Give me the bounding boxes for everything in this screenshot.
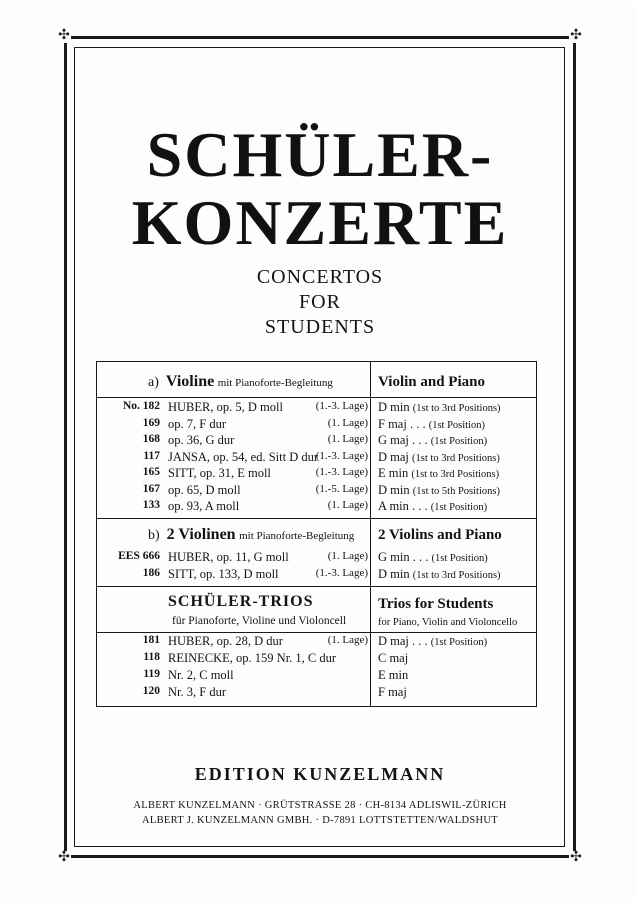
subtitle-line-3: STUDENTS (264, 316, 376, 338)
publisher-name: EDITION KUNZELMANN (194, 764, 446, 784)
english-key (378, 400, 501, 415)
english-key (378, 450, 500, 465)
corner-ornament-icon: ✣ (58, 850, 70, 865)
english-key (378, 499, 487, 514)
corner-ornament-icon: ✣ (570, 28, 582, 43)
title-line-2: KONZERTE (131, 187, 509, 258)
catalog-number: 167 (142, 482, 160, 495)
position-range: (1. Lage) (327, 433, 368, 445)
english-key-name: C maj (378, 651, 409, 665)
table-row (100, 668, 532, 684)
section-a-english: Violin and Piano (378, 374, 485, 390)
english-position: (1st to 3rd Positions) (412, 452, 500, 464)
section-b-header (148, 526, 354, 544)
english-position: (1st to 3rd Positions) (411, 469, 500, 480)
english-position: (1st Position) (430, 502, 488, 513)
english-key-name: A min . . . (378, 499, 428, 513)
english-key (378, 417, 485, 432)
catalog-number: 133 (142, 499, 160, 511)
english-key (378, 685, 407, 700)
table-divider (96, 632, 537, 633)
table-row (100, 567, 532, 583)
position-range: (1. Lage) (327, 499, 368, 511)
table-row (100, 483, 532, 499)
work-title: Nr. 3, F dur (168, 685, 226, 699)
english-key (378, 651, 408, 666)
english-key (378, 483, 500, 498)
catalog-number: 168 (142, 433, 160, 445)
work-title: op. 93, A moll (168, 499, 240, 513)
english-key-name: D maj (378, 449, 409, 464)
catalog-number: 117 (143, 449, 160, 462)
table-row (100, 634, 532, 650)
table-divider (96, 586, 537, 587)
catalog-number: 186 (142, 566, 160, 579)
title-line-1: SCHÜLER- (146, 119, 494, 190)
english-key-name: D min (378, 400, 410, 414)
position-range: (1.-3. Lage) (315, 400, 368, 412)
table-row (100, 550, 532, 566)
section-a-title: Violine (165, 373, 215, 390)
subtitle-line-1: CONCERTOS (256, 266, 384, 288)
english-key-name: D min (378, 566, 410, 581)
table-row (100, 400, 532, 416)
table-row (100, 417, 532, 433)
english-key (378, 433, 487, 448)
table-row (100, 433, 532, 449)
table-row (100, 499, 532, 515)
position-range: (1. Lage) (327, 634, 368, 646)
english-key (378, 466, 499, 481)
position-range: (1. Lage) (327, 416, 368, 429)
trios-desc: für Pianoforte, Violine und Violoncell (172, 615, 347, 627)
subtitle-line-2: FOR (299, 291, 341, 313)
publisher-address-1: ALBERT KUNZELMANN · GRÜTSTRASSE 28 · CH-8134 ADLISWIL-ZÜRICH (133, 800, 507, 811)
work-title: HUBER, op. 28, D dur (168, 634, 283, 648)
work-title: HUBER, op. 5, D moll (168, 400, 283, 414)
table-row (100, 651, 532, 667)
position-range: (1. Lage) (327, 550, 368, 562)
table-row (100, 685, 532, 701)
section-a-desc: mit Pianoforte-Begleitung (217, 377, 333, 389)
work-title: REINECKE, op. 159 Nr. 1, C dur (168, 651, 337, 665)
section-b-english: 2 Violins and Piano (378, 527, 502, 543)
section-b-desc: mit Pianoforte-Begleitung (239, 530, 355, 542)
work-title: JANSA, op. 54, ed. Sitt D dur (168, 449, 319, 464)
english-key (378, 567, 501, 582)
work-title: op. 36, G dur (168, 433, 235, 447)
english-position: (1st to 3rd Positions) (412, 403, 501, 414)
work-title: op. 65, D moll (168, 482, 241, 497)
work-title: op. 7, F dur (168, 416, 226, 431)
english-position: (1st Position) (430, 436, 488, 447)
english-key-name: D maj . . . (378, 634, 428, 648)
position-range: (1.-5. Lage) (315, 482, 368, 495)
catalog-number: 120 (142, 685, 160, 697)
english-key-name: F maj . . . (378, 416, 426, 431)
work-title: HUBER, op. 11, G moll (168, 550, 289, 564)
table-row (100, 450, 532, 466)
corner-ornament-icon: ✣ (570, 850, 582, 865)
corner-ornament-icon: ✣ (58, 28, 70, 43)
catalog-number: No. 182 (122, 400, 160, 412)
english-position: (1st Position) (430, 637, 488, 648)
publisher-address-2: ALBERT J. KUNZELMANN GMBH. · D-7891 LOTTSTETTEN/WALDSHUT (141, 815, 499, 826)
catalog-number: 169 (142, 416, 160, 429)
table-divider (96, 518, 537, 519)
catalog-number: 181 (142, 634, 160, 646)
position-range: (1.-3. Lage) (315, 466, 368, 478)
english-key-name: G min . . . (378, 550, 429, 564)
english-key-name: E min (378, 466, 409, 480)
trios-title: SCHÜLER-TRIOS (168, 593, 314, 610)
work-title: SITT, op. 31, E moll (168, 466, 271, 480)
position-range: (1.-3. Lage) (315, 449, 368, 462)
catalog-number: 165 (142, 466, 160, 478)
english-position: (1st to 3rd Positions) (412, 569, 501, 581)
section-b-title: 2 Violinen (166, 526, 236, 543)
table-row (100, 466, 532, 482)
catalog-number: EES 666 (118, 550, 160, 562)
english-key-name: D min (378, 482, 410, 497)
english-key (378, 550, 488, 565)
work-title: SITT, op. 133, D moll (168, 566, 279, 581)
english-key (378, 668, 408, 683)
english-position: (1st Position) (428, 419, 486, 431)
section-a-header (148, 373, 333, 391)
trios-english: Trios for Students (378, 596, 494, 612)
english-position: (1st to 5th Positions) (412, 485, 500, 497)
table-divider (96, 397, 537, 398)
english-position: (1st Position) (431, 553, 488, 564)
english-key (378, 634, 487, 649)
position-range: (1.-3. Lage) (315, 566, 368, 579)
english-key-name: F maj (378, 685, 407, 699)
work-title: Nr. 2, C moll (168, 668, 234, 682)
catalog-number: 118 (143, 651, 160, 663)
english-key-name: G maj . . . (378, 433, 428, 447)
english-key-name: E min (378, 668, 409, 682)
section-b-letter: b) (148, 528, 160, 543)
section-a-letter: a) (148, 375, 159, 390)
trios-english-desc: for Piano, Violin and Violoncello (378, 617, 518, 628)
catalog-number: 119 (143, 668, 160, 680)
